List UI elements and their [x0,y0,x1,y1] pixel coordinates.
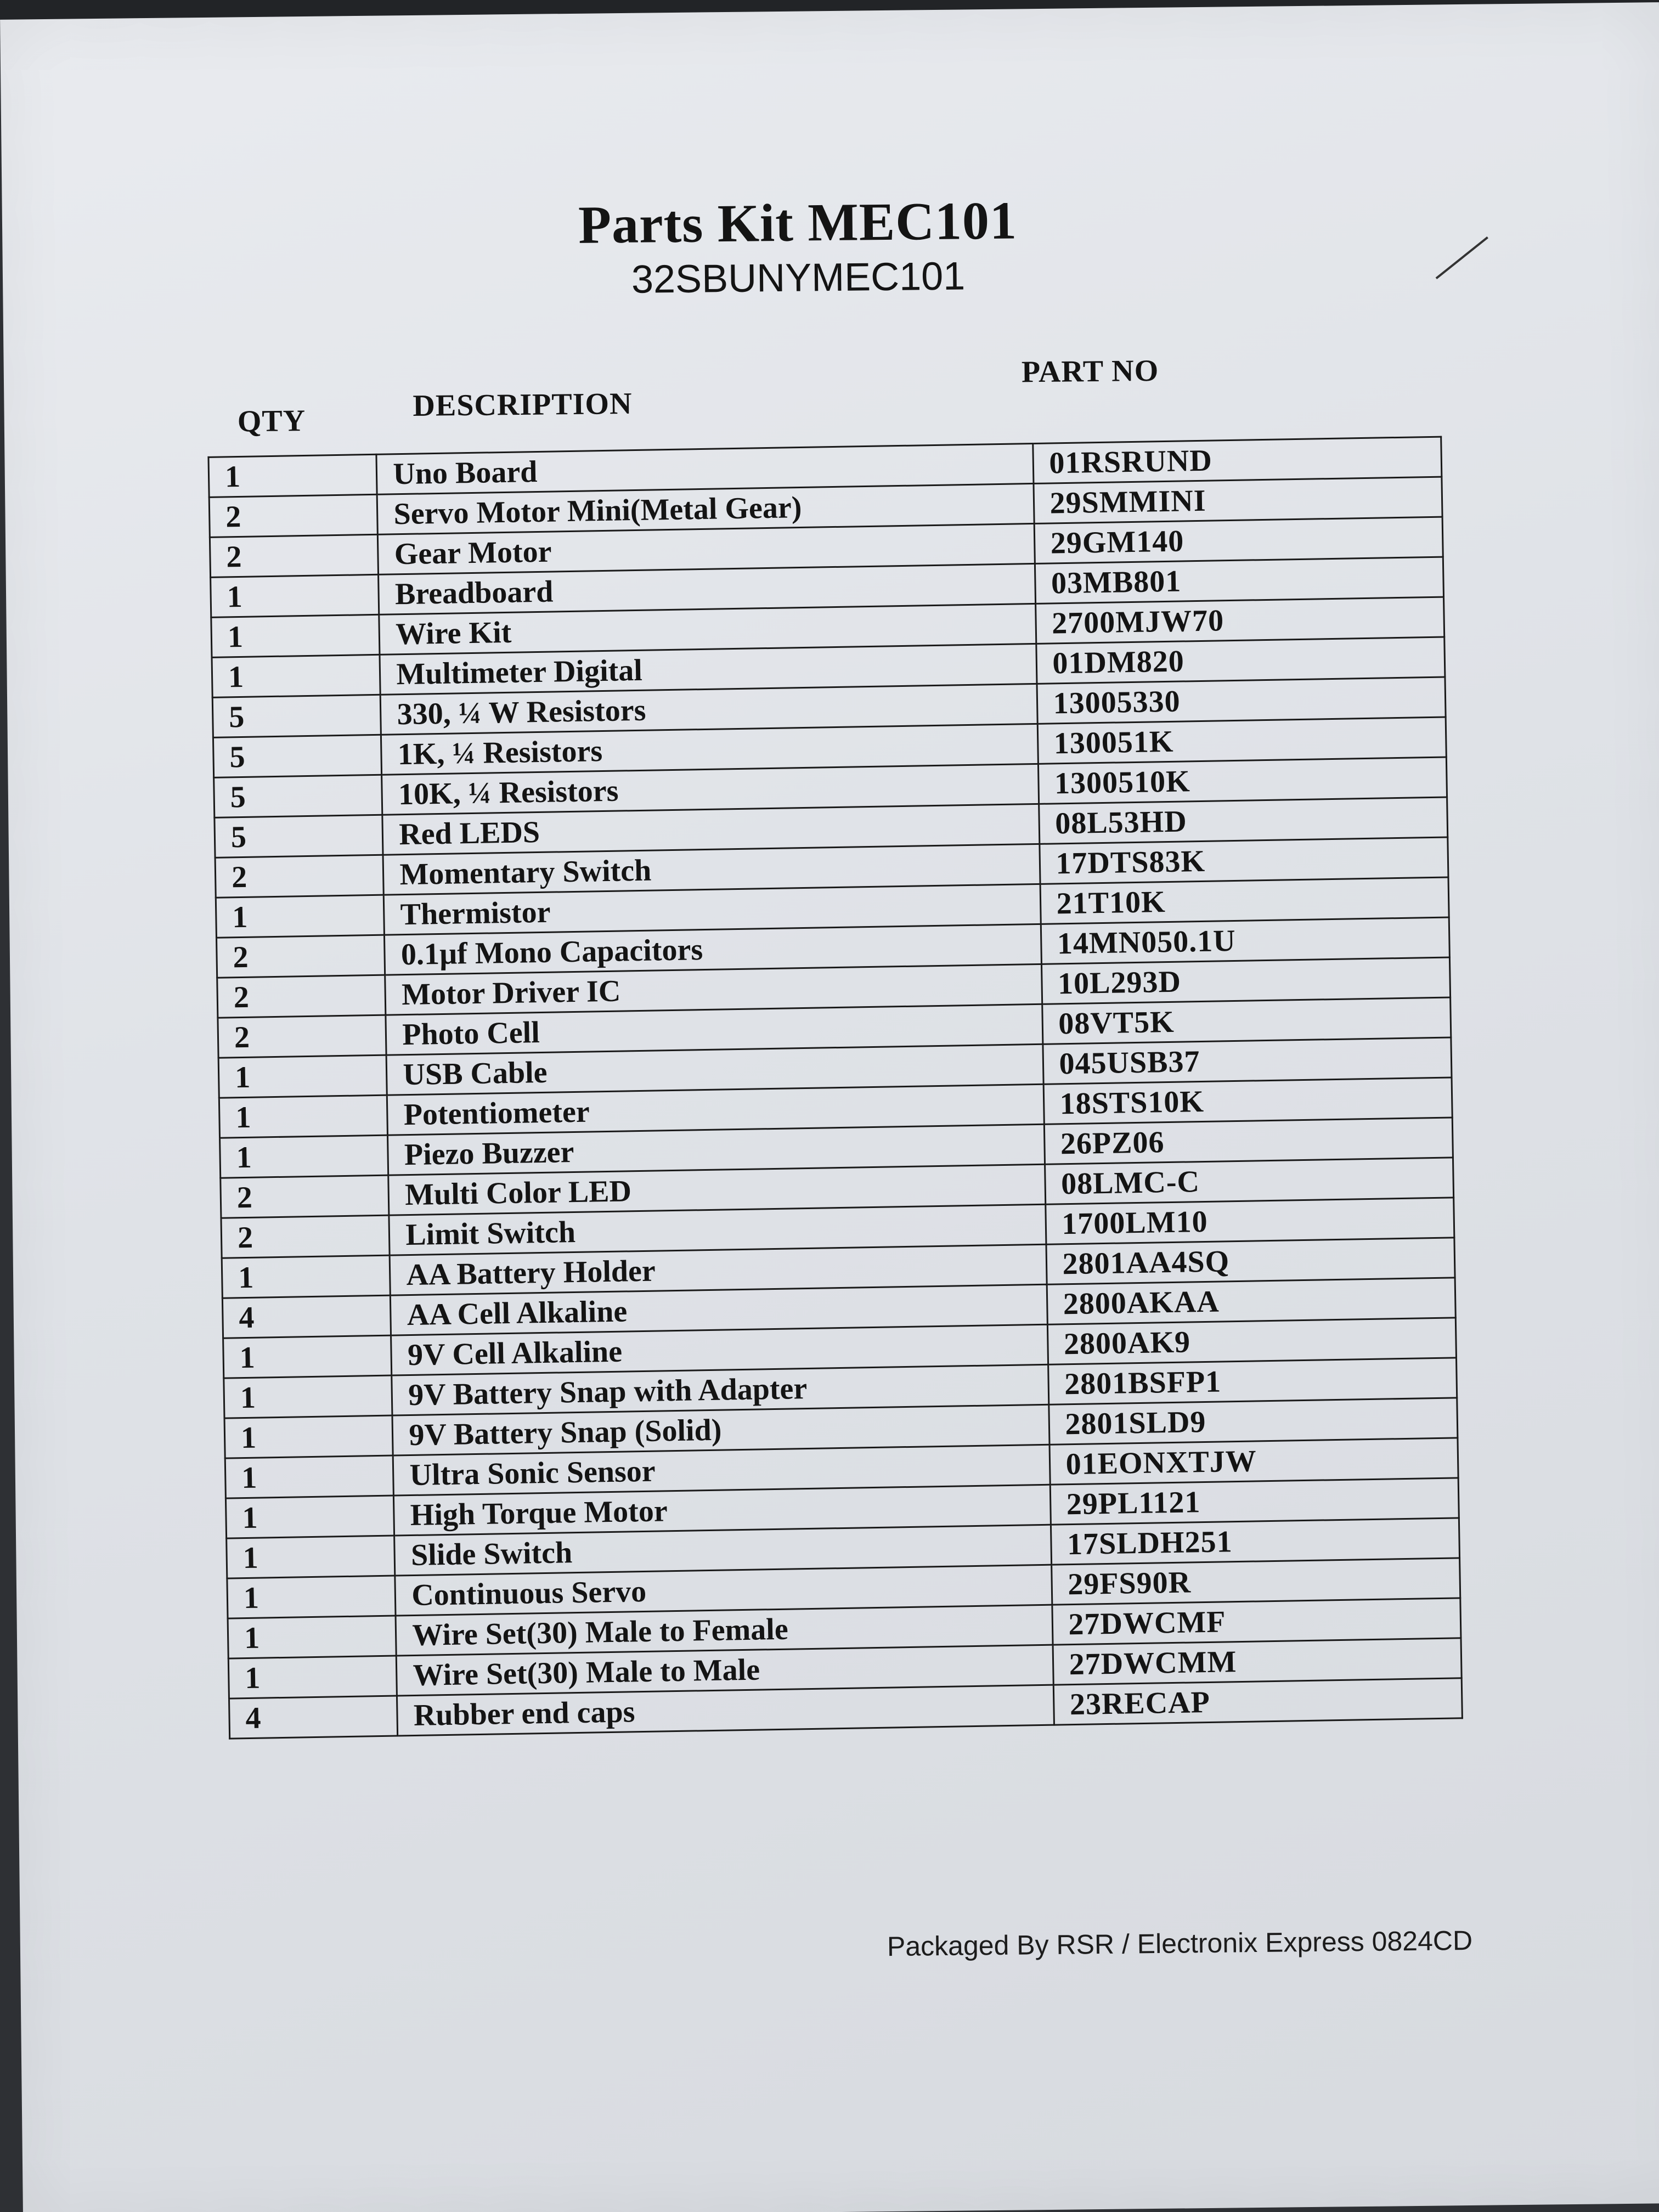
description-cell: High Torque Motor [394,1485,1051,1536]
description-cell: Potentiometer [387,1084,1044,1135]
part-no-cell: 13005330 [1037,677,1446,724]
qty-cell: 2 [209,494,378,537]
qty-cell: 1 [225,1496,394,1538]
description-cell: Limit Switch [389,1204,1046,1255]
part-no-cell: 08L53HD [1039,797,1448,844]
part-no-cell: 27DWCMM [1053,1638,1462,1685]
qty-cell: 2 [221,1175,390,1218]
part-no-cell: 18STS10K [1043,1077,1453,1124]
qty-cell: 2 [216,935,385,978]
description-cell: USB Cable [386,1044,1043,1095]
part-no-cell: 29FS90R [1051,1558,1460,1605]
part-no-cell: 03MB801 [1035,557,1444,603]
qty-cell: 1 [211,614,380,657]
qty-cell: 1 [219,1095,388,1138]
description-cell: Multimeter Digital [380,644,1036,695]
parts-table [207,436,1463,1740]
description-cell: 9V Cell Alkaline [391,1324,1048,1375]
part-no-cell: 1300510K [1038,757,1447,804]
qty-cell: 1 [228,1656,397,1699]
qty-cell: 5 [213,735,382,777]
qty-cell: 1 [220,1135,389,1178]
column-header-description: DESCRIPTION [413,386,633,423]
parts-table-body [208,437,1462,1739]
description-cell: Continuous Servo [395,1565,1052,1616]
qty-cell: 1 [208,454,377,497]
qty-cell: 1 [227,1576,396,1618]
part-no-cell: 14MN050.1U [1041,917,1450,964]
part-no-cell: 08VT5K [1042,997,1451,1044]
part-no-cell: 26PZ06 [1044,1118,1453,1164]
description-cell: 0.1µf Mono Capacitors [385,924,1041,975]
description-cell: 9V Battery Snap (Solid) [392,1404,1049,1455]
column-header-qty: QTY [237,404,306,439]
description-cell: Uno Board [376,443,1033,494]
part-no-cell: 2700MJW70 [1035,597,1444,644]
description-cell: Piezo Buzzer [388,1124,1045,1175]
part-no-cell: 08LMC-C [1045,1158,1454,1204]
description-cell: AA Battery Holder [390,1244,1047,1295]
qty-cell: 5 [214,775,383,817]
description-cell: Thermistor [384,884,1041,935]
part-no-cell: 21T10K [1040,877,1449,924]
part-no-cell: 2801BSFP1 [1048,1358,1457,1404]
packaged-by-footer: Packaged By RSR / Electronix Express 0824CD [887,1925,1473,1962]
part-no-cell: 29GM140 [1034,517,1443,563]
qty-cell: 1 [224,1375,393,1418]
description-cell: Wire Set(30) Male to Female [396,1605,1052,1656]
qty-cell: 2 [218,1015,387,1058]
qty-cell: 5 [215,815,383,857]
qty-cell: 1 [211,574,380,617]
part-no-cell: 2801SLD9 [1048,1398,1458,1444]
qty-cell: 1 [228,1616,397,1658]
document-subtitle: 32SBUNYMEC101 [631,254,966,302]
part-no-cell: 23RECAP [1053,1678,1463,1725]
description-cell: Ultra Sonic Sensor [393,1444,1050,1496]
qty-cell: 1 [222,1255,391,1298]
qty-cell: 1 [216,895,385,938]
part-no-cell: 01DM820 [1036,637,1445,684]
qty-cell: 1 [223,1335,392,1378]
part-no-cell: 01RSRUND [1032,437,1442,483]
part-no-cell: 29SMMINI [1033,477,1442,523]
description-cell: 9V Battery Snap with Adapter [392,1364,1048,1415]
description-cell: 10K, ¼ Resistors [382,764,1039,815]
qty-cell: 2 [217,975,386,1018]
column-header-part-no: PART NO [1021,353,1159,390]
description-cell: 330, ¼ W Resistors [381,684,1037,735]
part-no-cell: 130051K [1037,717,1447,764]
description-cell: Momentary Switch [383,844,1040,895]
part-no-cell: 2800AKAA [1047,1278,1456,1324]
qty-cell: 1 [218,1055,387,1098]
qty-cell: 2 [210,534,379,577]
description-cell: Servo Motor Mini(Metal Gear) [377,483,1034,534]
document-title: Parts Kit MEC101 [578,191,1018,255]
qty-cell: 1 [227,1536,396,1578]
part-no-cell: 2800AK9 [1047,1318,1457,1364]
description-cell: Multi Color LED [388,1164,1045,1215]
qty-cell: 2 [215,855,384,898]
qty-cell: 4 [229,1696,398,1739]
description-cell: Photo Cell [386,1004,1042,1055]
description-cell: Motor Driver IC [385,964,1042,1015]
paper-sheet [0,2,1659,2212]
part-no-cell: 01EONXTJW [1049,1438,1459,1485]
qty-cell: 2 [221,1215,390,1258]
part-no-cell: 17SLDH251 [1051,1518,1460,1565]
description-cell: Rubber end caps [397,1685,1054,1736]
description-cell: Wire Set(30) Male to Male [397,1645,1053,1696]
part-no-cell: 27DWCMF [1052,1598,1461,1645]
part-no-cell: 2801AA4SQ [1046,1238,1455,1284]
part-no-cell: 29PL1121 [1050,1478,1459,1525]
qty-cell: 1 [212,654,381,697]
description-cell: Wire Kit [379,603,1036,654]
qty-cell: 1 [224,1415,393,1458]
part-no-cell: 10L293D [1041,957,1451,1004]
description-cell: AA Cell Alkaline [391,1284,1047,1335]
part-no-cell: 045USB37 [1042,1037,1452,1084]
qty-cell: 4 [222,1295,391,1338]
description-cell: Gear Motor [378,523,1035,574]
qty-cell: 1 [225,1455,394,1498]
description-cell: 1K, ¼ Resistors [381,724,1038,775]
parts-list-document [0,2,1659,2212]
description-cell: Breadboard [379,563,1035,614]
part-no-cell: 1700LM10 [1045,1198,1454,1244]
part-no-cell: 17DTS83K [1039,837,1448,884]
description-cell: Red LEDS [382,804,1039,855]
qty-cell: 5 [212,695,381,737]
description-cell: Slide Switch [394,1525,1051,1576]
